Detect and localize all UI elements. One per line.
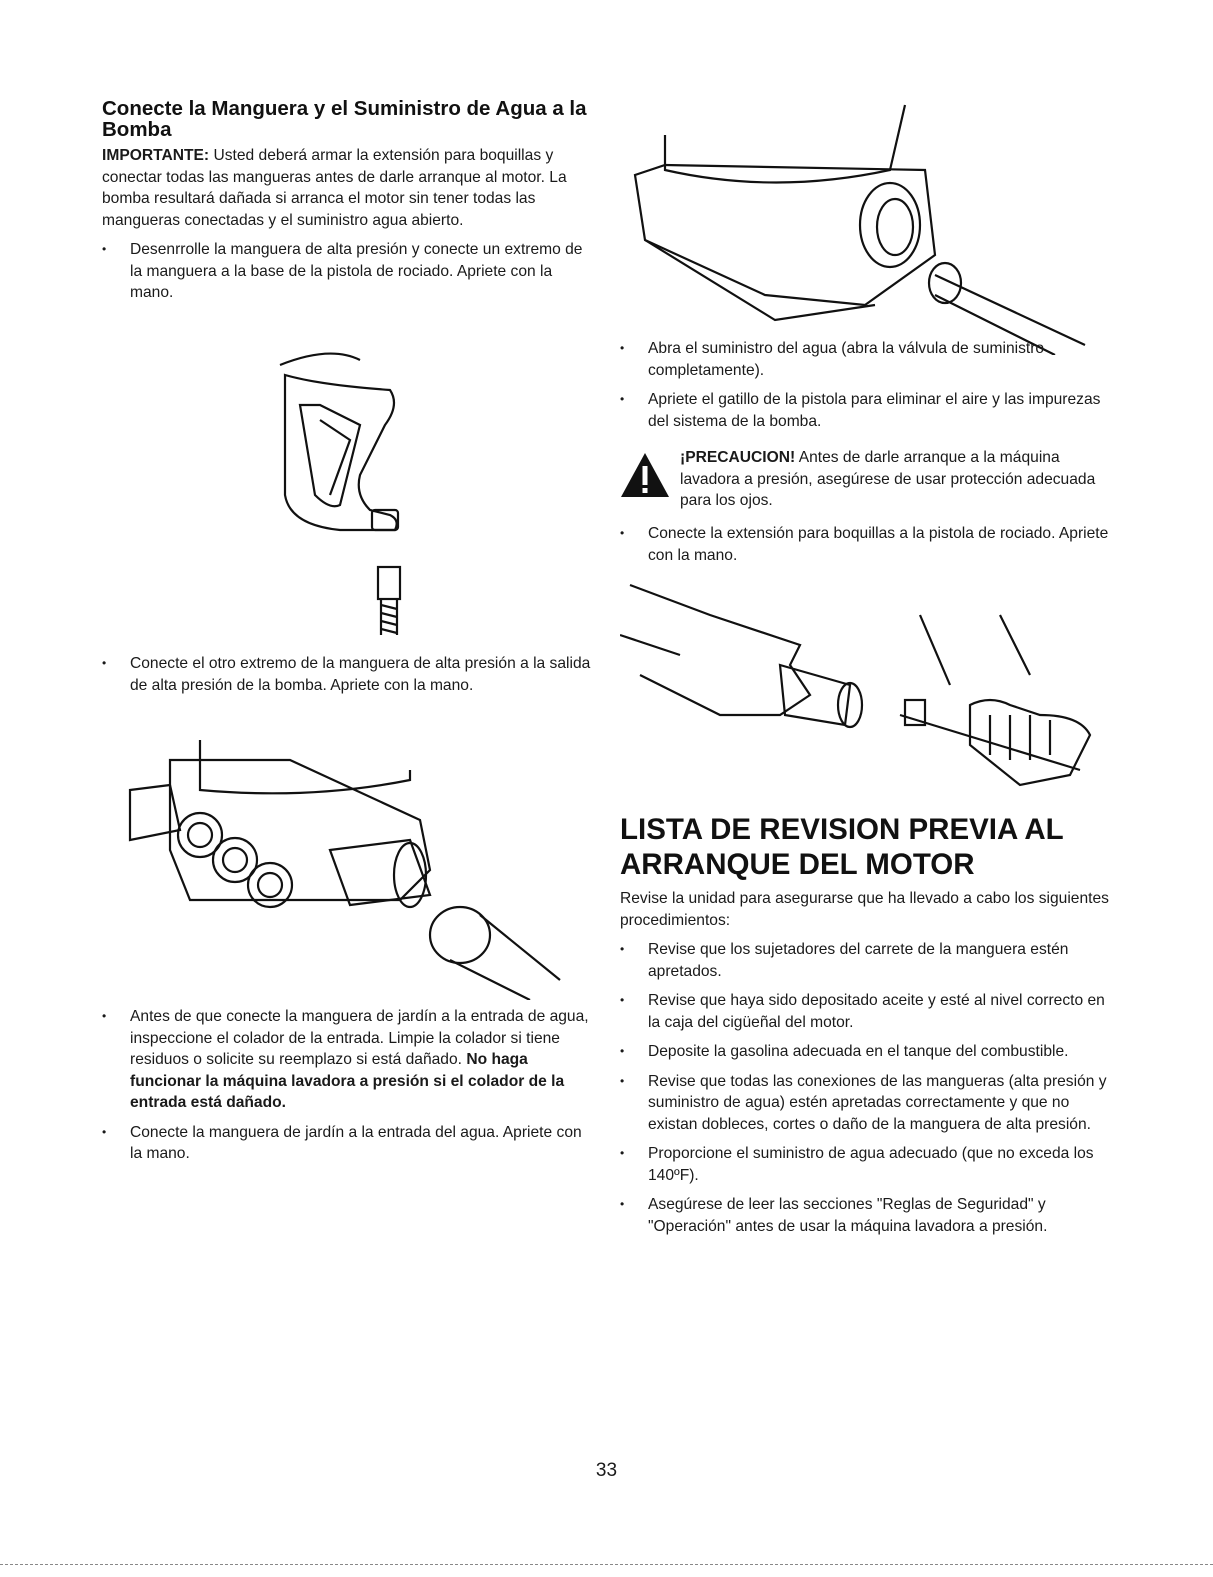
list-item-text: Antes de que conecte la manguera de jardín a la entrada de agua, inspeccione el colador de la entrada. Limpie la colador si tiene residuos o solicite su reemplazo si está dañado. xyxy=(130,1008,589,1068)
pump-outlet-illustration xyxy=(110,730,580,1000)
important-label: IMPORTANTE: xyxy=(102,147,210,164)
list-item: • Proporcione el suministro de agua adecuado (que no exceda los 140ºF). xyxy=(620,1143,1110,1186)
checklist xyxy=(620,939,1110,1237)
list-item: • Conecte la manguera de jardín a la entrada del agua. Apriete con la mano. xyxy=(102,1122,592,1165)
checklist-intro: Revise la unidad para asegurarse que ha llevado a cabo los siguientes procedimientos: xyxy=(620,890,1109,929)
bullet-list-3 xyxy=(102,998,592,1165)
list-item: • Revise que los sujetadores del carrete de la manguera estén apretados. xyxy=(620,939,1110,982)
list-item: • Abra el suministro del agua (abra la válvula de suministro completamente). xyxy=(620,338,1110,381)
list-item: • Conecte el otro extremo de la manguera de alta presión a la salida de alta presión de la bomba. Apriete con la mano. xyxy=(102,653,592,696)
list-item: • Apriete el gatillo de la pistola para eliminar el aire y las impurezas del sistema de la bomba. xyxy=(620,389,1110,432)
bullet-list-2 xyxy=(102,645,592,696)
caution-body: Antes de darle arranque a la máquina lavadora a presión, asegúrese de usar protección adecuada para los ojos. xyxy=(680,449,1096,509)
caution-notice xyxy=(620,447,1110,512)
important-text: Usted deberá armar la extensión para boquillas y conectar todas las mangueras antes de darle arranque al motor. La bomba resultará dañada si arranca el motor sin tener todas las mangueras conectadas y el suministro agua abierto. xyxy=(102,147,567,229)
bullet-list-right-2 xyxy=(620,515,1110,566)
important-paragraph xyxy=(102,145,592,231)
garden-hose-pump-illustration xyxy=(625,95,1095,355)
list-item: • Conecte la extensión para boquillas a la pistola de rociado. Apriete con la mano. xyxy=(620,523,1110,566)
warning-bold-text: No haga funcionar la máquina lavadora a presión si el colador de la entrada está dañado. xyxy=(130,1051,565,1111)
checklist-title: LISTA DE REVISION PREVIA AL ARRANQUE DEL MOTOR xyxy=(620,813,1064,881)
section-heading: Conecte la Manguera y el Suministro de Agua a la Bomba xyxy=(102,97,587,141)
page-number: 33 xyxy=(595,1460,618,1481)
list-item: • Revise que haya sido depositado aceite y esté al nivel correcto en la caja del cigüeñal del motor. xyxy=(620,990,1110,1033)
spray-gun-illustration xyxy=(260,345,440,645)
checklist-section xyxy=(620,812,1120,1237)
left-column xyxy=(102,98,592,304)
caution-text xyxy=(680,447,1110,512)
warning-triangle-icon xyxy=(620,452,670,498)
list-item xyxy=(102,1006,592,1114)
list-item: • Deposite la gasolina adecuada en el tanque del combustible. xyxy=(620,1041,1110,1063)
caution-label: ¡PRECAUCION! xyxy=(680,449,796,466)
list-item: • Revise que todas las conexiones de las mangueras (alta presión y suministro de agua) estén apretadas correctamente y que no existan dobleces, cortes o daño de la manguera de alta presión. xyxy=(620,1071,1110,1136)
nozzle-extension-illustration xyxy=(620,575,1110,790)
list-item: • Asegúrese de leer las secciones "Reglas de Seguridad" y "Operación" antes de usar la máquina lavadora a presión. xyxy=(620,1194,1110,1237)
list-item: • Desenrrolle la manguera de alta presión y conecte un extremo de la manguera a la base de la pistola de rociado. Apriete con la mano. xyxy=(102,239,592,304)
bottom-divider xyxy=(0,1564,1213,1565)
bullet-list-right-1 xyxy=(620,330,1110,432)
bullet-list-1 xyxy=(102,239,592,304)
